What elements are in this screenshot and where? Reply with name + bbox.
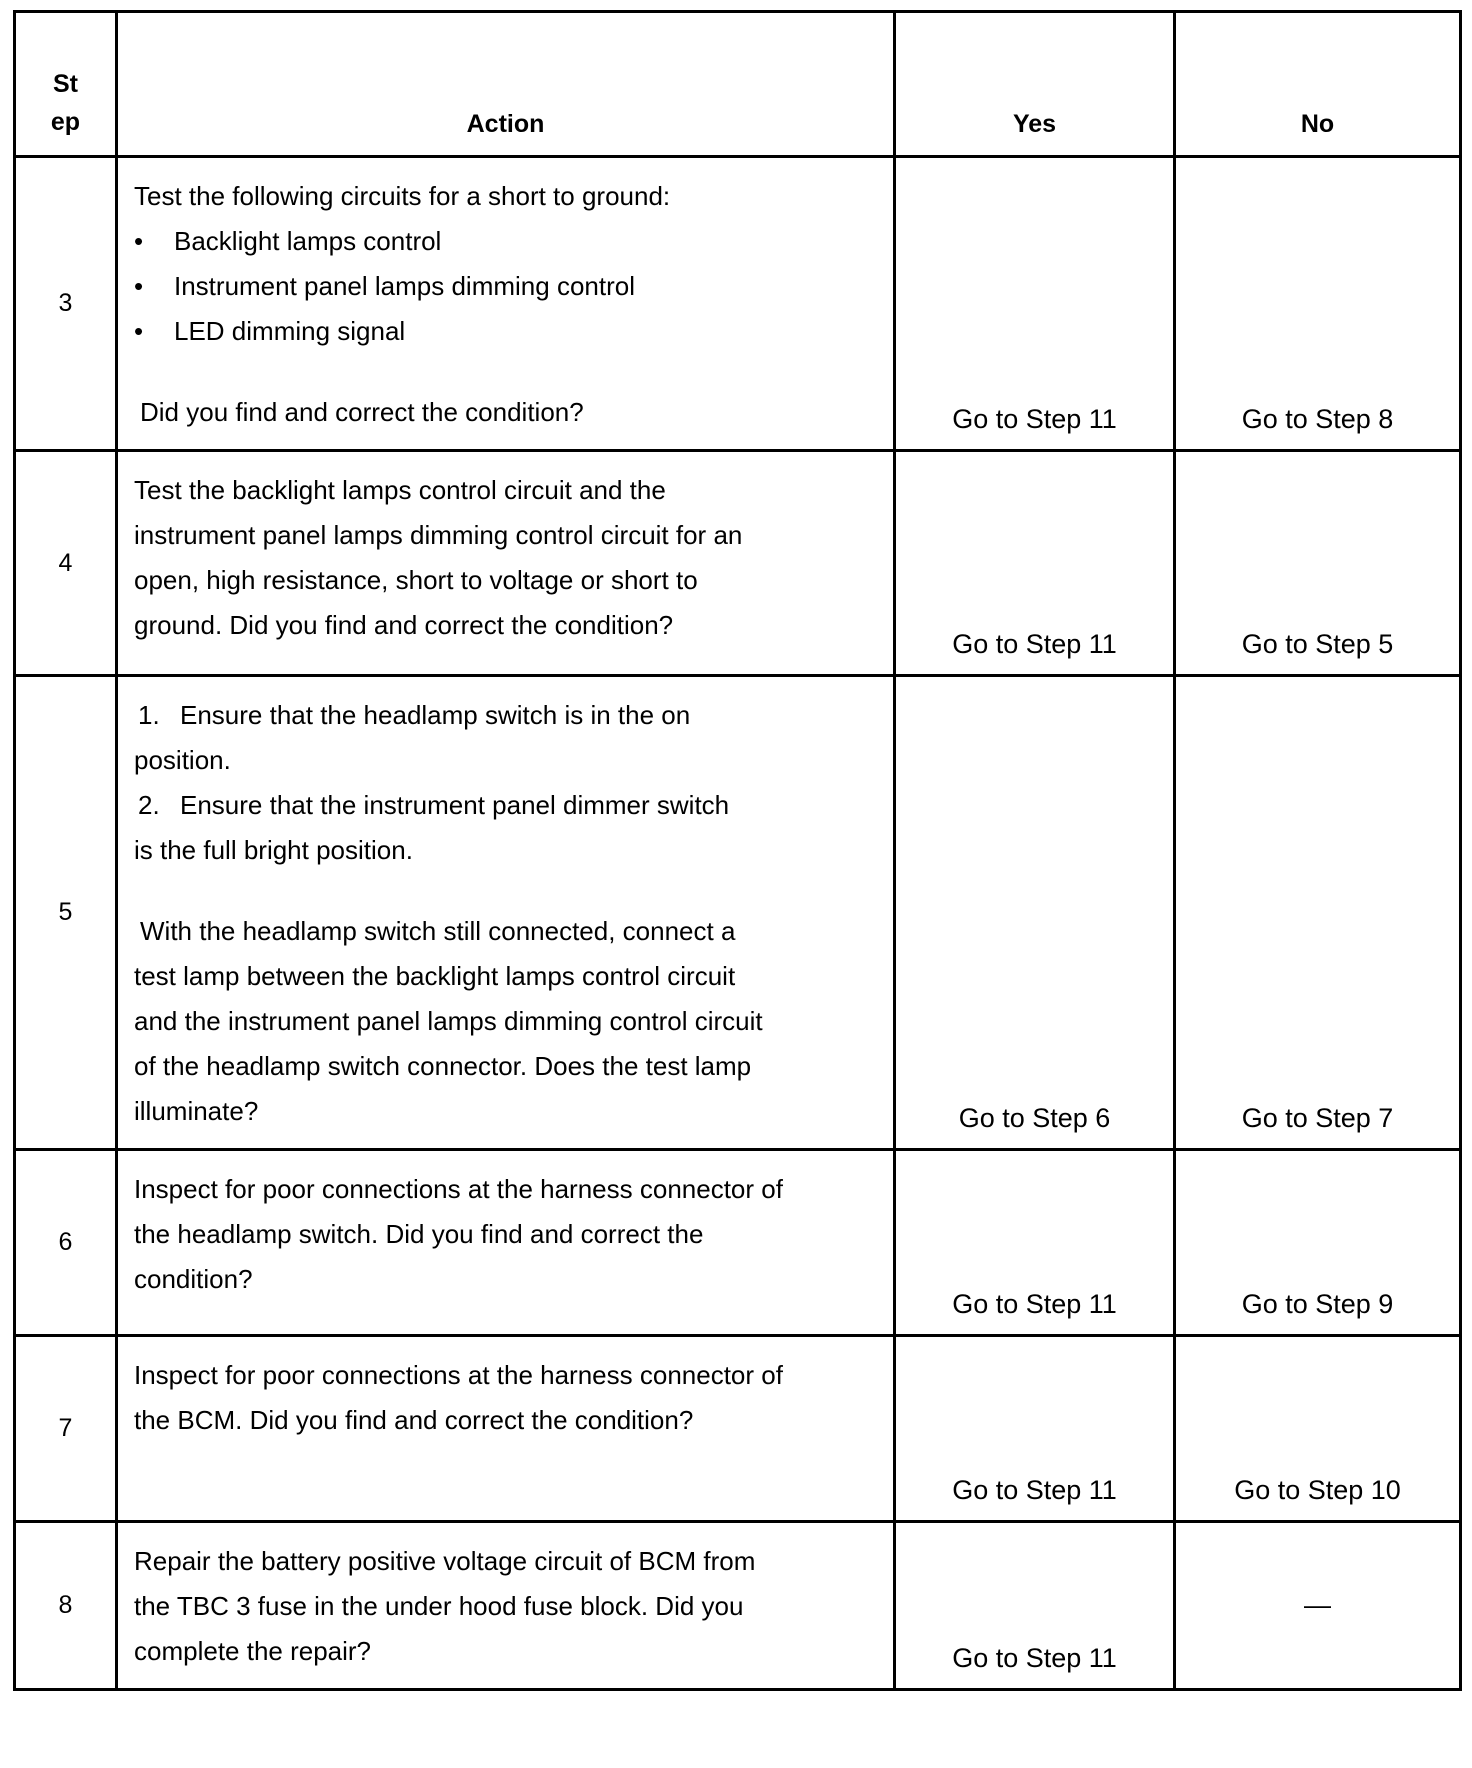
table-row (15, 1522, 1461, 1690)
table-row (15, 1336, 1461, 1522)
yes-cell: Go to Step 11 (895, 1522, 1175, 1690)
bullet-item: • Backlight lamps control (134, 226, 442, 256)
yes-cell: Go to Step 11 (895, 451, 1175, 676)
yes-cell: Go to Step 11 (895, 1150, 1175, 1336)
no-header: No (1175, 12, 1461, 157)
table-row (15, 157, 1461, 451)
step-number: 6 (15, 1150, 117, 1336)
table-row (15, 676, 1461, 1150)
no-cell: Go to Step 9 (1175, 1150, 1461, 1336)
yes-cell: Go to Step 11 (895, 157, 1175, 451)
no-cell: Go to Step 7 (1175, 676, 1461, 1150)
step-number: 3 (15, 157, 117, 451)
step-header: St ep (15, 12, 117, 157)
no-cell: Go to Step 10 (1175, 1336, 1461, 1522)
step-number: 8 (15, 1522, 117, 1690)
action-header: Action (117, 12, 895, 157)
bullet-item: • Instrument panel lamps dimming control (134, 271, 635, 301)
action-cell: Repair the battery positive voltage circuit of BCM from the TBC 3 fuse in the under hood fuse block. Did you complete the repair? (117, 1522, 895, 1690)
step-number: 5 (15, 676, 117, 1150)
action-cell: Inspect for poor connections at the harness connector of the headlamp switch. Did you find and correct the condition? (117, 1150, 895, 1336)
action-cell: Inspect for poor connections at the harness connector of the BCM. Did you find and correct the condition? (117, 1336, 895, 1522)
action-cell: Test the backlight lamps control circuit and the instrument panel lamps dimming control circuit for an open, high resistance, short to voltage or short to ground. Did you find and correct the condition? (117, 451, 895, 676)
diagnostic-table (13, 10, 1462, 1691)
numbered-item: 1. Ensure that the headlamp switch is in the on (138, 700, 691, 730)
table-row (15, 1150, 1461, 1336)
table-row (15, 451, 1461, 676)
no-cell: — (1175, 1522, 1461, 1690)
bullet-item: • LED dimming signal (134, 316, 406, 346)
action-cell: 1. Ensure that the headlamp switch is in the on position. 2. Ensure that the instrument panel dimmer switch is the full bright position. With the headlamp switch still connected, connect a test lamp between the backlight lamps control circuit and the instrument panel lamps dimming control circuit of the headlamp switch connector. Does the test lamp illuminate? (117, 676, 895, 1150)
step-number: 7 (15, 1336, 117, 1522)
numbered-item: 2. Ensure that the instrument panel dimmer switch (138, 790, 730, 820)
no-cell: Go to Step 8 (1175, 157, 1461, 451)
yes-cell: Go to Step 11 (895, 1336, 1175, 1522)
header-row (15, 12, 1461, 157)
yes-cell: Go to Step 6 (895, 676, 1175, 1150)
yes-header: Yes (895, 12, 1175, 157)
action-cell: Test the following circuits for a short to ground: • Backlight lamps control • Instrument panel lamps dimming control • LED dimming signal Did you find and correct the condition? (117, 157, 895, 451)
step-number: 4 (15, 451, 117, 676)
no-cell: Go to Step 5 (1175, 451, 1461, 676)
